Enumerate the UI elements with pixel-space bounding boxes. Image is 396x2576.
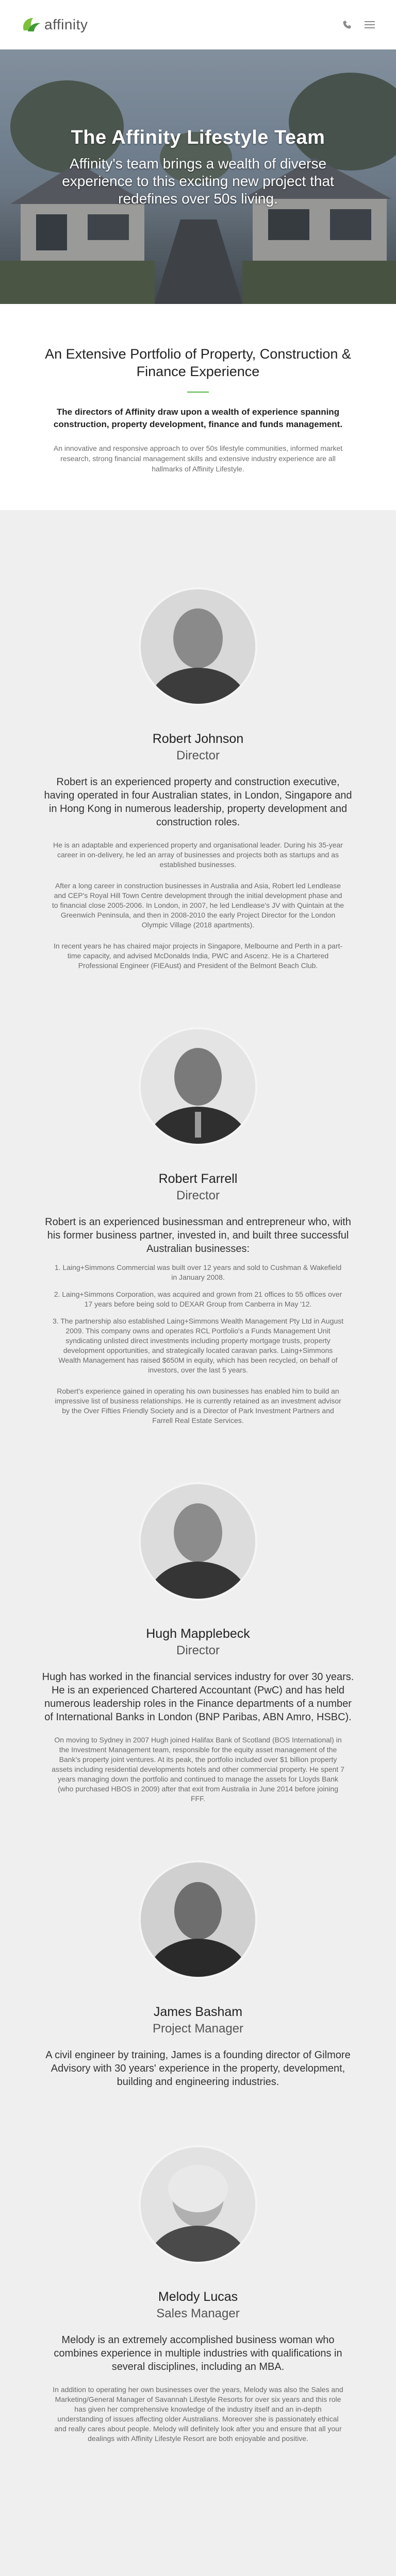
member-name: Robert Farrell <box>158 1172 238 1186</box>
member-paragraph: In addition to operating her own businesses over the years, Melody was also the Sales and Marketing/General Manager of Savannah Lifestyle Resorts for over six years and this role has given her comprehensive knowledge of the industry itself and an in-depth understanding of issues affecting older Australians. Moreover she is passionately ethical and really cares about people. Melody will definitely look after you and ensure that all your dealings with Affinity Lifestyle Resort are both enjoyable and positive. <box>53 2385 343 2443</box>
member-lead: A civil engineer by training, James is a founding director of Gilmore Advisory with 30 years' experience in the property, development, building and engineering industries. <box>45 2049 351 2088</box>
member-name: Robert Johnson <box>152 732 244 746</box>
member-role: Project Manager <box>152 2022 244 2036</box>
phone-icon[interactable] <box>341 19 353 30</box>
member-paragraph: In recent years he has chaired major projects in Singapore, Melbourne and Perth in a part-time capacity, and advised McDonalds India, PWC and Ascenz. He is a Chartered Professional Engineer (FIEAust) and President of the Belmont Beach Club. <box>53 942 343 970</box>
member-role: Director <box>176 749 220 762</box>
avatar <box>139 1027 257 1146</box>
avatar <box>139 587 257 706</box>
member-role: Director <box>176 1643 220 1657</box>
member-paragraph: On moving to Sydney in 2007 Hugh joined Halifax Bank of Scotland (BOS International) in the Investment Management team, responsible for the equity asset management of the Bank's property joint ventures. At its peak, the portfolio included over $1 billion property assets including residential developments hotels and other commercial property. He spent 7 years managing down the portfolio and continued to manage the assets for Lloyds Bank (who purchased HBOS in 2009) after that exit from Australia in June 2014 before joining FFF. <box>52 1736 344 1803</box>
hero-content <box>0 127 396 208</box>
green-divider <box>187 392 209 393</box>
member-paragraph: Robert's experience gained in operating his own businesses has enabled him to build an impressive list of business relationships. He is currently retained as an investment advisor by the Over Fifties Friendly Society and is a Director of Park Investment Partners and Farrell Real Estate Services. <box>55 1387 341 1425</box>
intro-body: An innovative and responsive approach to over 50s lifestyle communities, informed market research, strong financial management skills and extensive industry experience are all hallmarks of Affinity Lifestyle. <box>53 444 343 473</box>
avatar <box>139 2145 257 2264</box>
menu-icon[interactable] <box>364 19 375 30</box>
hero-subtitle: Affinity's team brings a wealth of diverse experience to this exciting new project that redefines over 50s living. <box>62 156 334 207</box>
logo-mark-icon <box>21 16 41 33</box>
member-lead: Melody is an extremely accomplished business woman who combines experience in multiple industries with qualifications in several disciplines, including an MBA. <box>54 2334 342 2372</box>
intro-section <box>0 304 396 510</box>
member-name: James Basham <box>153 2005 243 2019</box>
intro-heading: An Extensive Portfolio of Property, Construction & Finance Experience <box>45 346 351 379</box>
member-name: Hugh Mapplebeck <box>146 1626 250 1641</box>
hero-title: The Affinity Lifestyle Team <box>71 127 325 148</box>
member-achievements <box>36 1263 360 1375</box>
site-logo[interactable] <box>21 16 88 33</box>
member-paragraph: 1. Laing+Simmons Commercial was built over 12 years and sold to Cushman & Wakefield in January 2008. <box>54 1263 342 1281</box>
team-section <box>0 510 396 2576</box>
member-role: Director <box>176 1189 220 1202</box>
member-paragraph: 3. The partnership also established Laing+Simmons Wealth Management Pty Ltd in August 2009. This company owns and operates RCL Portfolio's a Funds Management Unit syndicating unlisted direct investments including property mortgage trusts, property development opportunities, and strategically located caravan parks. Laing+Simmons Wealth Management has raised $650M in equity, which has been recycled, on behalf of investors, over the last 5 years. <box>52 1317 344 1374</box>
member-lead: Hugh has worked in the financial services industry for over 30 years. He is an experienced Chartered Accountant (PwC) and has held numerous leadership roles in the Finance departments of a number of International Banks in London (BNP Paribas, ABN Amro, HSBC). <box>42 1671 354 1723</box>
member-lead: Robert is an experienced businessman and entrepreneur who, with his former business partner, invested in, and built three successful Australian businesses: <box>45 1216 351 1255</box>
site-header <box>0 0 396 49</box>
member-paragraph: 2. Laing+Simmons Corporation, was acquired and grown from 21 offices to 55 offices over 17 years before being sold to DEXAR Group from Canberra in May '12. <box>54 1290 342 1308</box>
team-member <box>36 587 360 971</box>
intro-lead: The directors of Affinity draw upon a wealth of experience spanning construction, property development, finance and funds management. <box>53 407 343 429</box>
avatar <box>139 1860 257 1979</box>
hero-banner <box>0 49 396 304</box>
member-lead: Robert is an experienced property and construction executive, having operated in four Australian states, in London, Singapore and in Hong Kong in numerous leadership, property development and construction roles. <box>44 776 352 828</box>
team-member <box>36 1482 360 1804</box>
member-role: Sales Manager <box>156 2307 240 2320</box>
team-member <box>36 1860 360 2089</box>
avatar <box>139 1482 257 1601</box>
logo-text: affinity <box>44 16 88 32</box>
member-name: Melody Lucas <box>158 2290 238 2304</box>
team-member <box>36 2145 360 2444</box>
team-member <box>36 1027 360 1426</box>
member-paragraph: After a long career in construction businesses in Australia and Asia, Robert led Lendlease and CEP's Royal Hill Town Centre development through the initial development phase and to financial close 2005-2006. In London, in 2007, he led Lendlease's JV with Quintain at the Greenwich Peninsula, and then in 2008-2010 the early Project Director for the London Olympic Village (2018 apartments). <box>52 882 344 929</box>
member-paragraph: He is an adaptable and experienced property and organisational leader. During his 35-year career in on-delivery, he led an array of businesses and projects both as startups and as established businesses. <box>53 841 343 869</box>
header-actions <box>341 19 375 30</box>
